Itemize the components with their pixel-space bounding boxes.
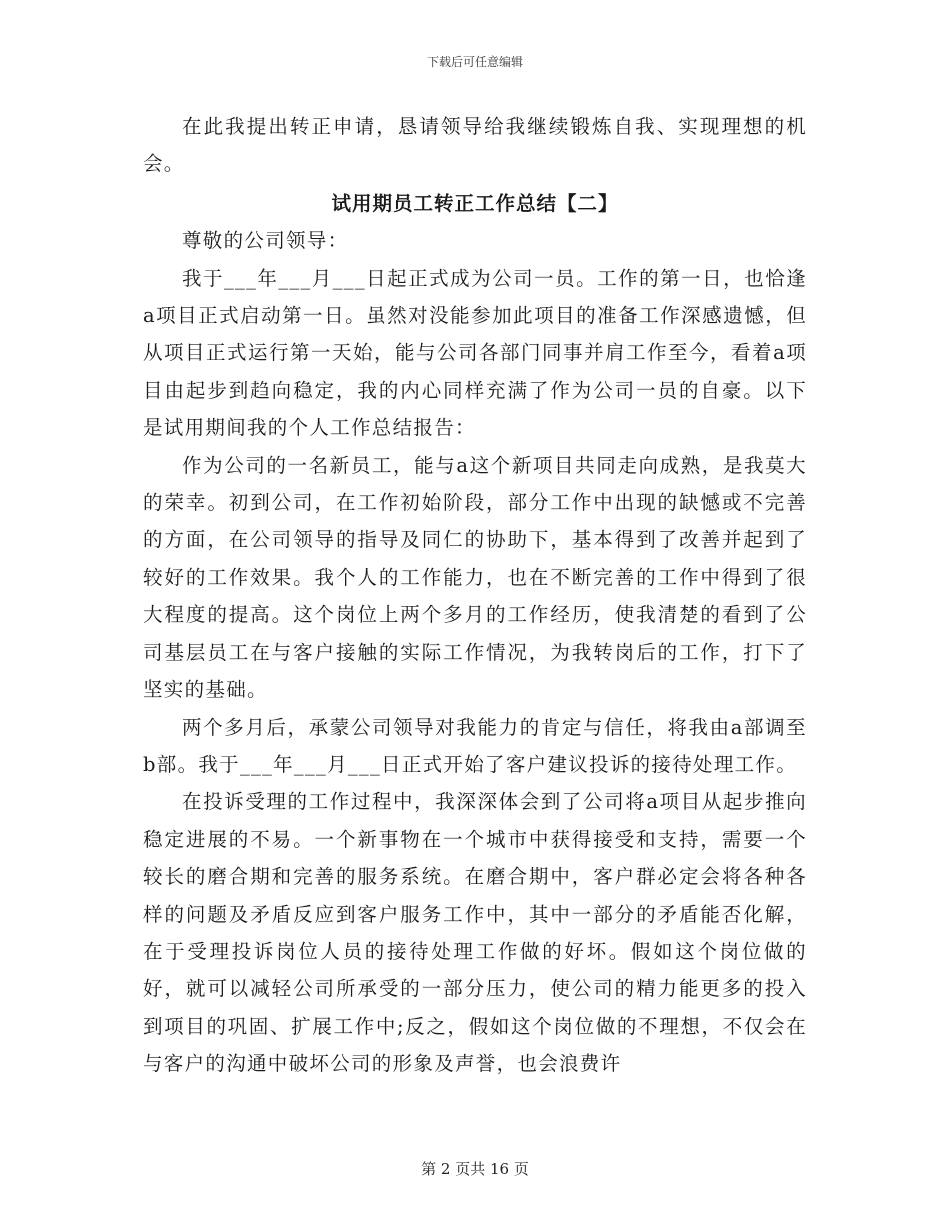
body-paragraph-2: 作为公司的一名新员工，能与a这个新项目共同走向成熟，是我莫大的荣幸。初到公司，在工作初始阶段，部分工作中出现的缺憾或不完善的方面，在公司领导的指导及同仁的协助下，基本得到了改善并起到了较好的工作效果。我个人的工作能力，也在不断完善的工作中得到了很大程度的提高。这个岗位上两个多月的工作经历，使我清楚的看到了公司基层员工在与客户接触的实际工作情况，为我转岗后的工作，打下了坚实的基础。: [143, 453, 807, 702]
body-paragraph-3: 两个多月后，承蒙公司领导对我能力的肯定与信任，将我由a部调至b部。我于___年___月___日正式开始了客户建议投诉的接待处理工作。: [143, 715, 807, 776]
section-title: 试用期员工转正工作总结【二】: [331, 191, 619, 215]
body-paragraph-4: 在投诉受理的工作过程中，我深深体会到了公司将a项目从起步推向稳定进展的不易。一个新事物在一个城市中获得接受和支持，需要一个较长的磨合期和完善的服务系统。在磨合期中，客户群必定会将各种各样的问题及矛盾反应到客户服务工作中，其中一部分的矛盾能否化解，在于受理投诉岗位人员的接待处理工作做的好坏。假如这个岗位做的好，就可以减轻公司所承受的一部分压力，使公司的精力能更多的投入到项目的巩固、扩展工作中;反之，假如这个岗位做的不理想，不仅会在与客户的沟通中破坏公司的形象及声誉，也会浪费许: [143, 790, 807, 1076]
closing-paragraph: 在此我提出转正申请，恳请领导给我继续锻炼自我、实现理想的机会。: [143, 115, 807, 176]
page-number: 第 2 页共 16 页: [421, 1160, 529, 1178]
header-note: 下载后可任意编辑: [426, 55, 523, 69]
salutation: 尊敬的公司领导：: [182, 229, 349, 253]
document-body: [143, 108, 807, 1083]
body-paragraph-1: 我于___年___月___日起正式成为公司一员。工作的第一日，也恰逢a项目正式启动第一日。虽然对没能参加此项目的准备工作深感遗憾，但从项目正式运行第一天始，能与公司各部门同事并肩工作至今，看着a项目由起步到趋向稳定，我的内心同样充满了作为公司一员的自豪。以下是试用期间我的个人工作总结报告：: [143, 266, 807, 440]
